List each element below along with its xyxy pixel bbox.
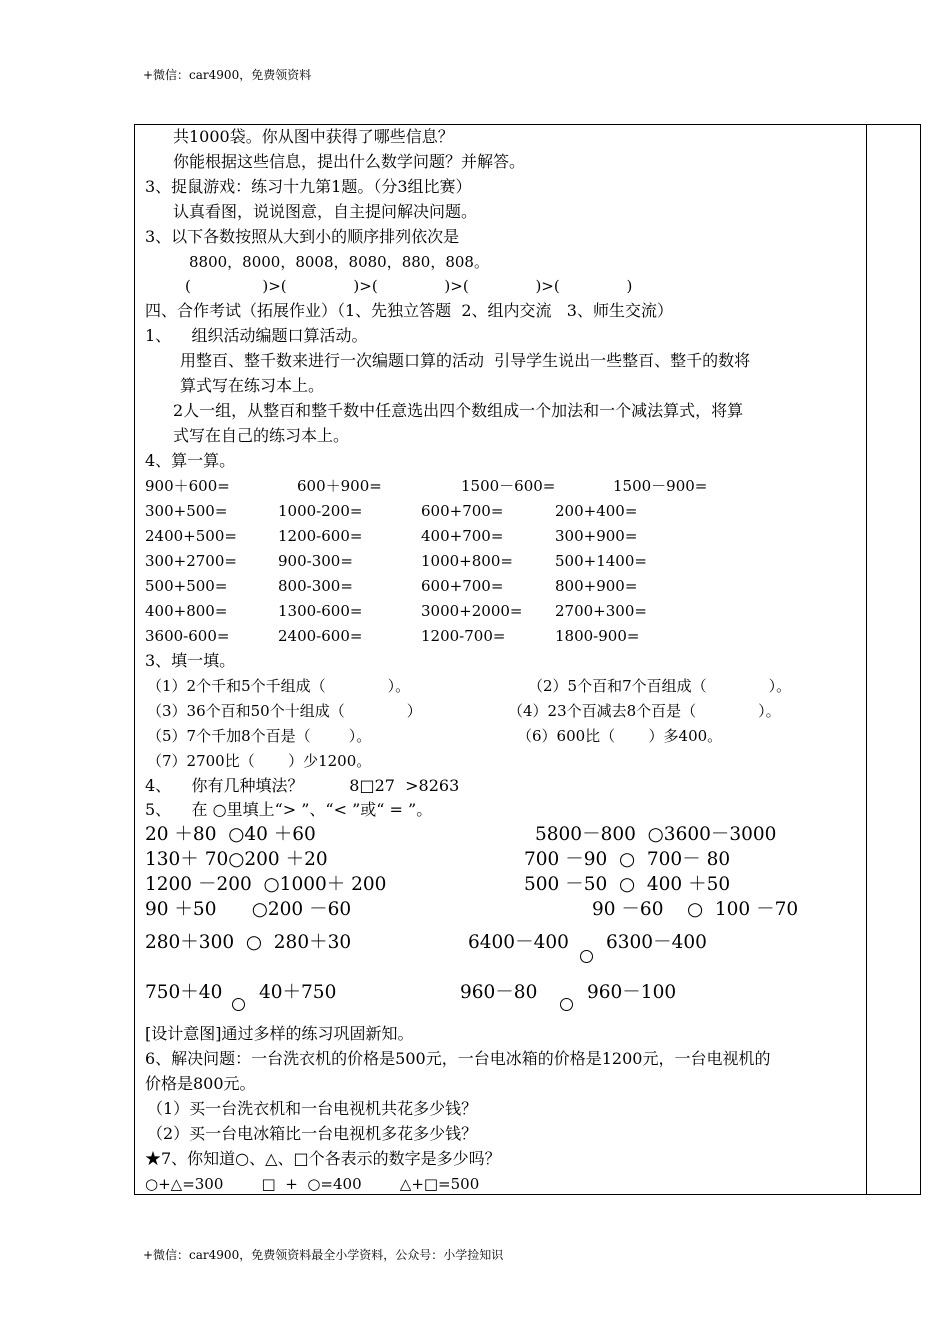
compare-item: 750＋40 [145,982,223,1003]
compare-item: 960－100 [587,982,677,1003]
ordering-blanks: ( )>( )>( )>( )>( ) [185,277,633,295]
calc-item: 2400-600= [278,627,363,645]
compare-item: 280＋300 ○ 280＋30 [145,932,352,953]
calc-item: 600+700= [421,502,504,520]
compare-item: 130＋ 70○200 ＋20 [145,849,328,870]
fill-item: （3）36个百和50个十组成（ ） [147,702,422,720]
compare-item: 5800－800 ○3600－3000 [535,824,777,845]
compare-item: 700 －90 ○ 700－ 80 [524,849,731,870]
text-line: 5、 在 ○里填上“> ”、“< ”或“ = ”。 [145,800,433,819]
calc-item: 900＋600= [145,477,230,495]
text-line: 3、填一填。 [145,651,236,670]
calc-item: 1800-900= [555,627,640,645]
calc-item: 1500－900= [613,477,708,495]
calc-item: 1200-700= [421,627,506,645]
compare-circle [580,950,593,963]
calc-item: 500+500= [145,577,228,595]
calc-item: 1000-200= [278,502,363,520]
compare-item: 90 ＋50 ○200 －60 [145,899,352,920]
text-line: 价格是800元。 [145,1074,256,1093]
compare-circle [560,998,573,1011]
calc-item: 900-300= [278,552,353,570]
question-item: （1）买一台洗衣机和一台电视机共花多少钱？ [147,1099,478,1118]
question-item: （2）买一台电冰箱比一台电视机多花多少钱？ [147,1124,478,1143]
page-footer: +微信：car4900，免费领资料最全小学资料，公众号：小学捡知识 [143,1248,504,1262]
fill-item: （7）2700比（ ）少1200。 [147,752,372,770]
compare-item: 6400－400 [468,932,569,953]
fill-item: （4）23个百减去8个百是（ ）。 [508,702,781,720]
compare-circle [232,998,245,1011]
text-line: 4、算一算。 [145,451,236,470]
calc-item: 2700+300= [555,602,647,620]
calc-item: 3600-600= [145,627,230,645]
calc-item: 300+2700= [145,552,237,570]
text-line: 3、捉鼠游戏：练习十九第1题。（分3组比赛） [145,177,472,196]
calc-item: 600+700= [421,577,504,595]
fill-item: （5）7个千加8个百是（ ）。 [147,727,372,745]
text-line: 式写在自己的练习本上。 [173,426,350,445]
calc-item: 400+700= [421,527,504,545]
design-intent: [设计意图]通过多样的练习巩固新知。 [145,1024,414,1043]
calc-item: 1200-600= [278,527,363,545]
page-header: +微信：car4900，免费领资料 [143,68,312,82]
fill-item: （6）600比（ ）多400。 [517,727,723,745]
calc-item: 800-300= [278,577,353,595]
text-line: 3、以下各数按照从大到小的顺序排列依次是 [145,227,460,246]
text-line: 6、解决问题：一台洗衣机的价格是500元，一台电冰箱的价格是1200元，一台电视机的 [145,1049,771,1068]
text-line: 共1000袋。你从图中获得了哪些信息？ [173,127,454,146]
calc-item: 800+900= [555,577,638,595]
table-column-divider [866,124,867,1195]
calc-item: 300+900= [555,527,638,545]
text-line: 算式写在练习本上。 [180,376,325,395]
compare-item: 960－80 [460,982,538,1003]
text-line: 1、 组织活动编题口算活动。 [145,326,368,345]
compare-item: 20 ＋80 ○40 ＋60 [145,824,316,845]
symbol-equations: ○+△=300 □ + ○=400 △+□=500 [145,1175,480,1193]
calc-item: 400+800= [145,602,228,620]
calc-item: 600＋900= [297,477,382,495]
section-heading: 四、合作考试（拓展作业）（1、先独立答题 2、组内交流 3、师生交流） [145,301,673,320]
compare-item: 90 －60 ○ 100 －70 [592,899,799,920]
calc-item: 200+400= [555,502,638,520]
text-line: 2人一组，从整百和整千数中任意选出四个数组成一个加法和一个减法算式，将算 [173,401,744,420]
text-line: 用整百、整千数来进行一次编题口算的活动 引导学生说出一些整百、整千的数将 [180,351,751,370]
calc-item: 1500－600= [461,477,556,495]
text-line: 8800，8000，8008，8080，880，808。 [189,253,489,271]
compare-item: 6300－400 [606,932,707,953]
calc-item: 3000+2000= [421,602,523,620]
fill-item: （1）2个千和5个千组成（ ）。 [147,677,411,695]
calc-item: 500+1400= [555,552,647,570]
compare-item: 40＋750 [259,982,337,1003]
calc-item: 300+500= [145,502,228,520]
calc-item: 1000+800= [421,552,513,570]
compare-item: 500 －50 ○ 400 ＋50 [524,874,731,895]
calc-item: 2400+500= [145,527,237,545]
calc-item: 1300-600= [278,602,363,620]
fill-item: （2）5个百和7个百组成（ ）。 [528,677,792,695]
text-line: ★7、你知道○、△、□个各表示的数字是多少吗？ [145,1149,501,1168]
text-line: 你能根据这些信息，提出什么数学问题？并解答。 [173,152,526,171]
text-line: 4、 你有几种填法？ 8□27 >8263 [145,776,460,795]
text-line: 认真看图，说说图意，自主提问解决问题。 [173,202,478,221]
compare-item: 1200 －200 ○1000＋ 200 [145,874,387,895]
